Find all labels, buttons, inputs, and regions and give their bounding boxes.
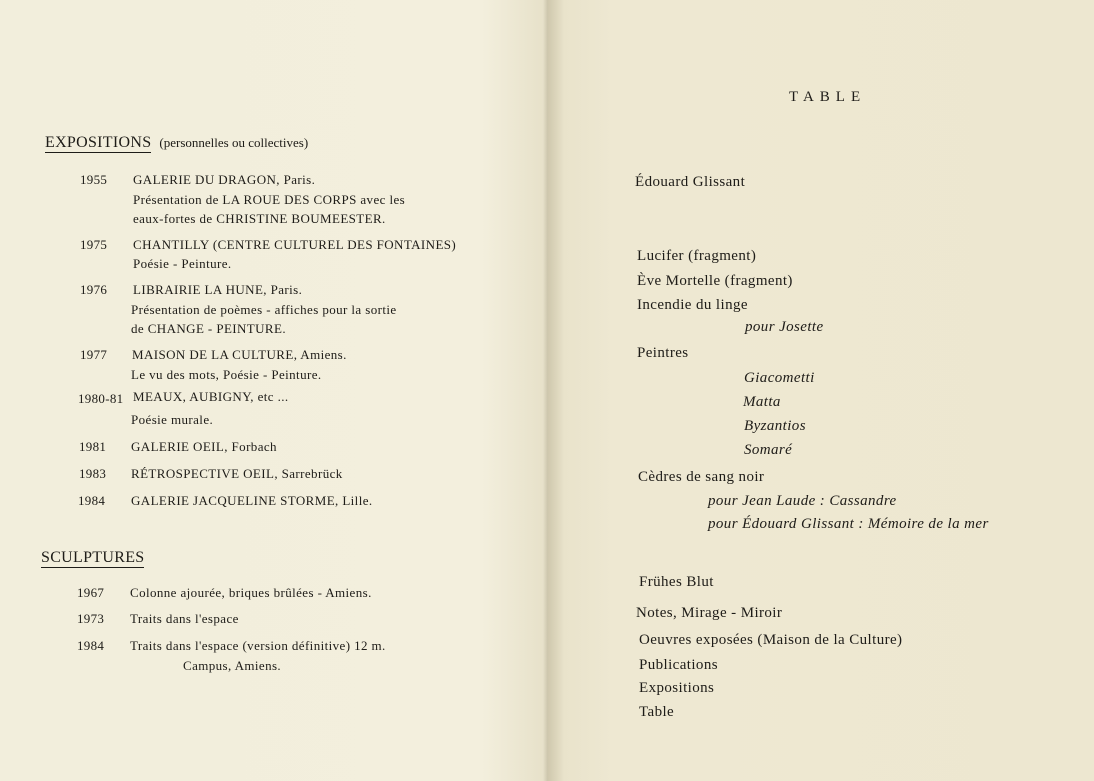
entry-line: Traits dans l'espace (version définitive) 12 m. (130, 638, 386, 653)
entry-line: CHANTILLY (CENTRE CULTUREL DES FONTAINES) (133, 237, 457, 252)
expositions-title: EXPOSITIONS (45, 134, 152, 151)
entry-line: GALERIE JACQUELINE STORME, Lille. (131, 493, 373, 508)
toc-item: Édouard Glissant (635, 174, 746, 190)
toc-item: Byzantios (744, 418, 806, 434)
entry-line: LIBRAIRIE LA HUNE, Paris. (133, 282, 303, 297)
entry-line: de CHANGE - PEINTURE. (131, 321, 286, 336)
expositions-subtitle: (personnelles ou collectives) (159, 135, 309, 150)
toc-item: Frühes Blut (639, 574, 714, 590)
entry-year: 1984 (77, 638, 105, 653)
entry-year: 1955 (80, 172, 108, 187)
toc-item: pour Édouard Glissant : Mémoire de la mer (708, 516, 989, 532)
entry-line: MAISON DE LA CULTURE, Amiens. (132, 347, 347, 362)
toc-item: Incendie du linge (637, 297, 748, 313)
entry-line: Campus, Amiens. (183, 658, 282, 673)
toc-item: Peintres (637, 345, 689, 361)
entry-line: GALERIE DU DRAGON, Paris. (133, 172, 316, 187)
right-page (548, 0, 1094, 781)
entry-line: GALERIE OEIL, Forbach (131, 439, 277, 454)
toc-item: Ève Mortelle (fragment) (637, 273, 793, 289)
entry-year: 1976 (80, 282, 108, 297)
table-title: TABLE (789, 89, 867, 105)
entry-year: 1980-81 (78, 391, 124, 406)
entry-year: 1984 (78, 493, 106, 508)
sculptures-title: SCULPTURES (41, 549, 145, 566)
expositions-heading (45, 134, 308, 152)
entry-line: MEAUX, AUBIGNY, etc ... (133, 389, 289, 404)
entry-line: RÉTROSPECTIVE OEIL, Sarrebrück (131, 466, 343, 481)
entry-line: Colonne ajourée, briques brûlées - Amiens. (130, 585, 372, 600)
entry-line: eaux-fortes de CHRISTINE BOUMEESTER. (133, 211, 386, 226)
toc-item: Expositions (639, 680, 715, 696)
entry-year: 1983 (79, 466, 107, 481)
toc-item: Publications (639, 657, 718, 673)
entry-year: 1981 (79, 439, 107, 454)
entry-line: Présentation de LA ROUE DES CORPS avec les (133, 192, 406, 207)
toc-item: Matta (743, 394, 781, 410)
toc-item: pour Jean Laude : Cassandre (708, 493, 897, 509)
toc-item: Oeuvres exposées (Maison de la Culture) (639, 632, 903, 648)
entry-line: Présentation de poèmes - affiches pour la sortie (131, 302, 397, 317)
entry-line: Poésie - Peinture. (133, 256, 232, 271)
toc-item: Table (639, 704, 675, 720)
entry-year: 1977 (80, 347, 108, 362)
toc-item: Notes, Mirage - Miroir (636, 605, 783, 621)
sculptures-heading (41, 549, 144, 567)
entry-year: 1973 (77, 611, 105, 626)
entry-year: 1975 (80, 237, 108, 252)
entry-line: Poésie murale. (131, 412, 214, 427)
toc-item: pour Josette (745, 319, 824, 335)
entry-line: Traits dans l'espace (130, 611, 239, 626)
toc-item: Lucifer (fragment) (637, 248, 757, 264)
toc-item: Giacometti (744, 370, 815, 386)
toc-item: Somaré (744, 442, 793, 458)
entry-line: Le vu des mots, Poésie - Peinture. (131, 367, 322, 382)
entry-year: 1967 (77, 585, 105, 600)
toc-item: Cèdres de sang noir (638, 469, 765, 485)
